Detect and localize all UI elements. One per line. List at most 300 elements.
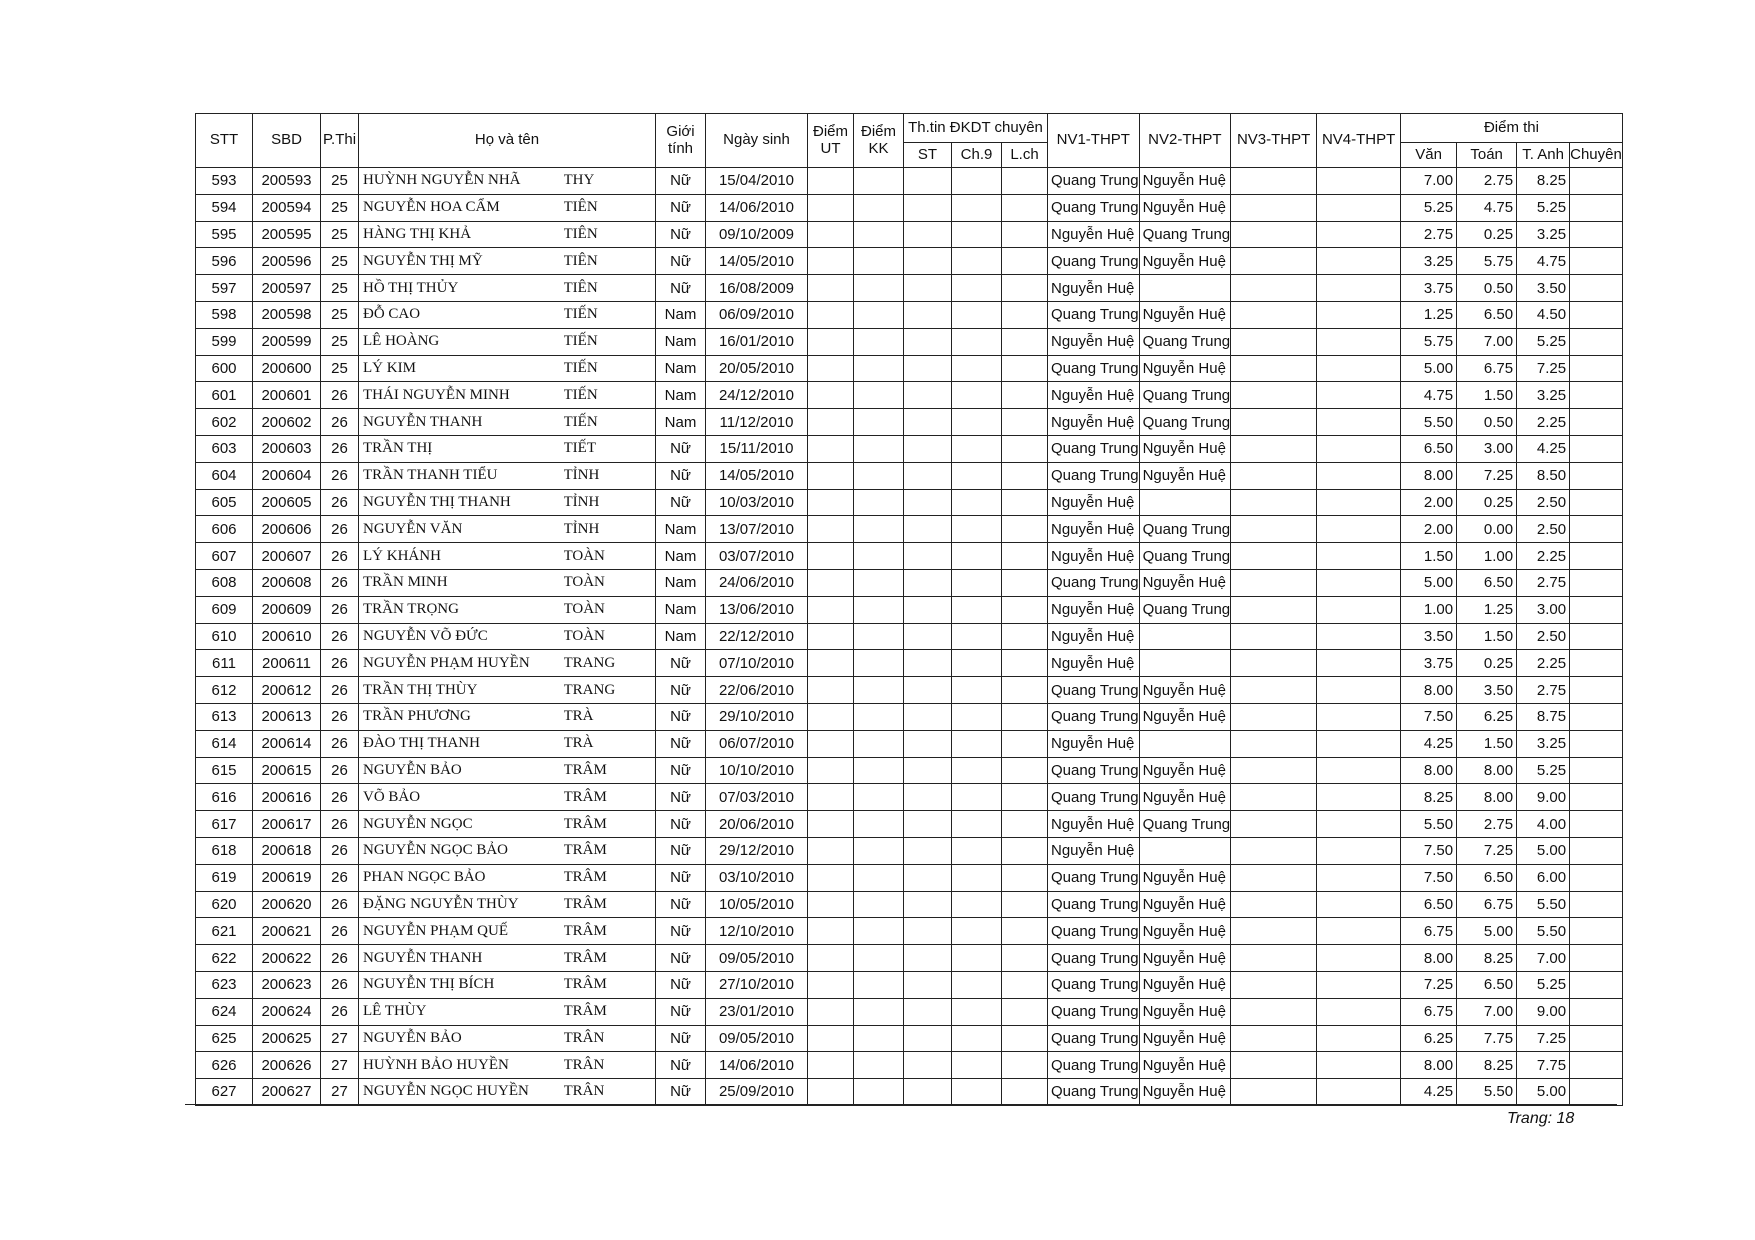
cell-lch (1002, 489, 1048, 516)
cell-chuyen (1570, 677, 1623, 704)
cell-gioitinh: Nữ (656, 435, 706, 462)
cell-lch (1002, 1025, 1048, 1052)
cell-ngaysinh: 29/12/2010 (706, 837, 808, 864)
cell-pthi: 26 (321, 569, 359, 596)
cell-ch9 (952, 382, 1002, 409)
cell-nv1: Nguyễn Huệ (1048, 730, 1140, 757)
cell-sbd: 200594 (253, 194, 321, 221)
cell-nv4 (1317, 730, 1401, 757)
cell-toan: 1.50 (1457, 623, 1517, 650)
cell-diem-ut (808, 382, 854, 409)
cell-sbd: 200608 (253, 569, 321, 596)
cell-ch9 (952, 221, 1002, 248)
cell-stt: 599 (196, 328, 253, 355)
cell-ten: TỈNH (564, 516, 656, 543)
cell-st (904, 837, 952, 864)
cell-nv1: Quang Trung (1048, 891, 1140, 918)
cell-gioitinh: Nam (656, 328, 706, 355)
cell-toan: 7.00 (1457, 998, 1517, 1025)
cell-ten: TRÂM (564, 811, 656, 838)
cell-ho: NGUYỄN THỊ THANH (359, 489, 564, 516)
cell-van: 6.75 (1401, 918, 1457, 945)
cell-chuyen (1570, 703, 1623, 730)
cell-ch9 (952, 837, 1002, 864)
cell-stt: 624 (196, 998, 253, 1025)
cell-ch9 (952, 918, 1002, 945)
cell-sbd: 200600 (253, 355, 321, 382)
cell-ch9 (952, 409, 1002, 436)
cell-chuyen (1570, 328, 1623, 355)
cell-nv3 (1231, 301, 1317, 328)
cell-nv3 (1231, 837, 1317, 864)
cell-diem-ut (808, 543, 854, 570)
cell-toan: 7.25 (1457, 837, 1517, 864)
cell-nv3 (1231, 569, 1317, 596)
cell-nv1: Nguyễn Huệ (1048, 596, 1140, 623)
cell-st (904, 623, 952, 650)
cell-sbd: 200614 (253, 730, 321, 757)
cell-lch (1002, 355, 1048, 382)
cell-lch (1002, 409, 1048, 436)
cell-nv1: Nguyễn Huệ (1048, 382, 1140, 409)
cell-sbd: 200616 (253, 784, 321, 811)
table-row (196, 945, 1623, 972)
cell-st (904, 409, 952, 436)
cell-stt: 603 (196, 435, 253, 462)
cell-ho: NGUYỄN PHẠM QUẾ (359, 918, 564, 945)
cell-tanh: 4.50 (1517, 301, 1570, 328)
cell-pthi: 26 (321, 435, 359, 462)
cell-ngaysinh: 06/09/2010 (706, 301, 808, 328)
cell-diem-kk (854, 1052, 904, 1079)
cell-ten: TIẾN (564, 409, 656, 436)
cell-ch9 (952, 677, 1002, 704)
cell-sbd: 200601 (253, 382, 321, 409)
cell-chuyen (1570, 784, 1623, 811)
cell-nv1: Quang Trung (1048, 569, 1140, 596)
cell-diem-ut (808, 918, 854, 945)
cell-lch (1002, 275, 1048, 302)
cell-lch (1002, 168, 1048, 195)
cell-tanh: 2.75 (1517, 569, 1570, 596)
cell-tanh: 8.75 (1517, 703, 1570, 730)
table-row (196, 301, 1623, 328)
cell-diem-kk (854, 811, 904, 838)
table-body (196, 168, 1623, 1106)
cell-toan: 8.25 (1457, 945, 1517, 972)
cell-pthi: 26 (321, 918, 359, 945)
table-row (196, 677, 1623, 704)
cell-nv2: Nguyễn Huệ (1139, 168, 1231, 195)
cell-nv1: Quang Trung (1048, 864, 1140, 891)
cell-lch (1002, 221, 1048, 248)
cell-ho: NGUYỄN VĂN (359, 516, 564, 543)
cell-stt: 608 (196, 569, 253, 596)
cell-ngaysinh: 27/10/2010 (706, 971, 808, 998)
cell-stt: 621 (196, 918, 253, 945)
cell-ch9 (952, 998, 1002, 1025)
cell-st (904, 328, 952, 355)
cell-diem-kk (854, 891, 904, 918)
cell-ho: ĐÀO THỊ THANH (359, 730, 564, 757)
cell-nv3 (1231, 945, 1317, 972)
cell-pthi: 26 (321, 864, 359, 891)
cell-tanh: 4.75 (1517, 248, 1570, 275)
cell-toan: 0.25 (1457, 650, 1517, 677)
table-row (196, 1052, 1623, 1079)
table-row (196, 355, 1623, 382)
cell-toan: 2.75 (1457, 811, 1517, 838)
cell-ten: TIÊN (564, 221, 656, 248)
cell-toan: 0.25 (1457, 221, 1517, 248)
cell-ch9 (952, 623, 1002, 650)
cell-tanh: 3.25 (1517, 221, 1570, 248)
cell-ngaysinh: 12/10/2010 (706, 918, 808, 945)
cell-nv3 (1231, 650, 1317, 677)
cell-ho: TRẦN THỊ THÙY (359, 677, 564, 704)
cell-diem-ut (808, 355, 854, 382)
cell-toan: 3.00 (1457, 435, 1517, 462)
cell-stt: 623 (196, 971, 253, 998)
cell-toan: 0.50 (1457, 275, 1517, 302)
cell-stt: 626 (196, 1052, 253, 1079)
cell-van: 8.00 (1401, 462, 1457, 489)
cell-ngaysinh: 09/10/2009 (706, 221, 808, 248)
cell-nv3 (1231, 409, 1317, 436)
cell-nv1: Quang Trung (1048, 677, 1140, 704)
cell-van: 3.75 (1401, 275, 1457, 302)
cell-ho: HÀNG THỊ KHẢ (359, 221, 564, 248)
cell-toan: 2.75 (1457, 168, 1517, 195)
cell-van: 6.75 (1401, 998, 1457, 1025)
cell-gioitinh: Nữ (656, 677, 706, 704)
cell-gioitinh: Nữ (656, 462, 706, 489)
cell-nv3 (1231, 1079, 1317, 1106)
cell-tanh: 7.00 (1517, 945, 1570, 972)
cell-chuyen (1570, 730, 1623, 757)
cell-nv2: Quang Trung (1139, 596, 1231, 623)
cell-diem-ut (808, 328, 854, 355)
bottom-rule (185, 1104, 1617, 1105)
header-diem-ut (808, 114, 854, 168)
cell-diem-ut (808, 837, 854, 864)
cell-toan: 1.50 (1457, 382, 1517, 409)
cell-nv3 (1231, 891, 1317, 918)
cell-chuyen (1570, 194, 1623, 221)
cell-diem-kk (854, 677, 904, 704)
cell-st (904, 248, 952, 275)
cell-ngaysinh: 24/12/2010 (706, 382, 808, 409)
cell-stt: 616 (196, 784, 253, 811)
cell-ho: NGUYỄN VÕ ĐỨC (359, 623, 564, 650)
cell-stt: 612 (196, 677, 253, 704)
cell-diem-ut (808, 971, 854, 998)
cell-chuyen (1570, 811, 1623, 838)
cell-chuyen (1570, 1079, 1623, 1106)
cell-chuyen (1570, 489, 1623, 516)
cell-gioitinh: Nam (656, 543, 706, 570)
cell-nv1: Nguyễn Huệ (1048, 275, 1140, 302)
cell-pthi: 26 (321, 971, 359, 998)
cell-lch (1002, 1052, 1048, 1079)
cell-tanh: 8.50 (1517, 462, 1570, 489)
page-number: Trang: 18 (1507, 1110, 1575, 1127)
cell-lch (1002, 569, 1048, 596)
header-van: Văn (1401, 143, 1457, 168)
cell-sbd: 200607 (253, 543, 321, 570)
table-row (196, 248, 1623, 275)
cell-nv2: Nguyễn Huệ (1139, 462, 1231, 489)
cell-gioitinh: Nữ (656, 891, 706, 918)
cell-sbd: 200613 (253, 703, 321, 730)
cell-diem-kk (854, 489, 904, 516)
cell-ch9 (952, 596, 1002, 623)
cell-van: 7.00 (1401, 168, 1457, 195)
header-pthi: P.Thi (321, 114, 359, 168)
cell-pthi: 26 (321, 703, 359, 730)
cell-nv1: Nguyễn Huệ (1048, 623, 1140, 650)
cell-nv2: Nguyễn Huệ (1139, 1079, 1231, 1106)
cell-nv4 (1317, 355, 1401, 382)
cell-nv2: Nguyễn Huệ (1139, 703, 1231, 730)
cell-nv3 (1231, 811, 1317, 838)
cell-diem-kk (854, 1079, 904, 1106)
cell-stt: 615 (196, 757, 253, 784)
cell-stt: 597 (196, 275, 253, 302)
table-row (196, 168, 1623, 195)
cell-gioitinh: Nam (656, 409, 706, 436)
cell-nv1: Quang Trung (1048, 1052, 1140, 1079)
cell-st (904, 650, 952, 677)
cell-tanh: 7.25 (1517, 355, 1570, 382)
cell-pthi: 26 (321, 945, 359, 972)
table-row (196, 382, 1623, 409)
cell-diem-ut (808, 891, 854, 918)
cell-diem-ut (808, 168, 854, 195)
cell-ten: TỈNH (564, 462, 656, 489)
cell-tanh: 4.00 (1517, 811, 1570, 838)
cell-ho: NGUYỄN THANH (359, 409, 564, 436)
cell-diem-kk (854, 757, 904, 784)
cell-ho: VÕ BẢO (359, 784, 564, 811)
cell-nv4 (1317, 945, 1401, 972)
cell-nv2: Quang Trung (1139, 543, 1231, 570)
cell-ngaysinh: 03/07/2010 (706, 543, 808, 570)
cell-van: 5.50 (1401, 811, 1457, 838)
cell-nv4 (1317, 489, 1401, 516)
cell-nv4 (1317, 650, 1401, 677)
cell-sbd: 200619 (253, 864, 321, 891)
cell-ten: TRÂM (564, 971, 656, 998)
cell-gioitinh: Nam (656, 596, 706, 623)
cell-sbd: 200621 (253, 918, 321, 945)
cell-nv1: Nguyễn Huệ (1048, 650, 1140, 677)
table-row (196, 1025, 1623, 1052)
cell-ngaysinh: 10/05/2010 (706, 891, 808, 918)
cell-lch (1002, 757, 1048, 784)
cell-nv4 (1317, 891, 1401, 918)
cell-pthi: 26 (321, 811, 359, 838)
cell-nv2: Nguyễn Huệ (1139, 864, 1231, 891)
cell-lch (1002, 784, 1048, 811)
cell-chuyen (1570, 168, 1623, 195)
cell-nv4 (1317, 864, 1401, 891)
header-stt: STT (196, 114, 253, 168)
cell-ho: ĐẶNG NGUYỄN THÙY (359, 891, 564, 918)
cell-diem-ut (808, 998, 854, 1025)
cell-van: 3.50 (1401, 623, 1457, 650)
cell-nv3 (1231, 435, 1317, 462)
table-row (196, 328, 1623, 355)
cell-nv1: Nguyễn Huệ (1048, 328, 1140, 355)
cell-gioitinh: Nữ (656, 998, 706, 1025)
cell-sbd: 200622 (253, 945, 321, 972)
cell-nv4 (1317, 275, 1401, 302)
cell-chuyen (1570, 757, 1623, 784)
header-nv1: NV1-THPT (1048, 114, 1140, 168)
cell-chuyen (1570, 945, 1623, 972)
cell-ch9 (952, 811, 1002, 838)
cell-ngaysinh: 23/01/2010 (706, 998, 808, 1025)
cell-pthi: 26 (321, 623, 359, 650)
cell-ch9 (952, 543, 1002, 570)
cell-toan: 1.00 (1457, 543, 1517, 570)
cell-chuyen (1570, 998, 1623, 1025)
cell-pthi: 27 (321, 1052, 359, 1079)
cell-st (904, 703, 952, 730)
cell-ch9 (952, 891, 1002, 918)
cell-nv3 (1231, 971, 1317, 998)
cell-nv2: Nguyễn Huệ (1139, 301, 1231, 328)
cell-gioitinh: Nữ (656, 864, 706, 891)
cell-lch (1002, 301, 1048, 328)
cell-van: 2.00 (1401, 489, 1457, 516)
cell-stt: 617 (196, 811, 253, 838)
cell-gioitinh: Nữ (656, 784, 706, 811)
cell-ngaysinh: 25/09/2010 (706, 1079, 808, 1106)
cell-diem-kk (854, 462, 904, 489)
cell-tanh: 3.25 (1517, 382, 1570, 409)
cell-chuyen (1570, 971, 1623, 998)
cell-nv1: Nguyễn Huệ (1048, 489, 1140, 516)
cell-pthi: 25 (321, 275, 359, 302)
results-table (195, 113, 1623, 1106)
cell-pthi: 25 (321, 248, 359, 275)
table-header (196, 114, 1623, 168)
cell-pthi: 26 (321, 891, 359, 918)
cell-ten: TOÀN (564, 569, 656, 596)
cell-ten: TỈNH (564, 489, 656, 516)
cell-st (904, 1025, 952, 1052)
cell-nv1: Nguyễn Huệ (1048, 409, 1140, 436)
cell-diem-kk (854, 516, 904, 543)
cell-sbd: 200603 (253, 435, 321, 462)
table-row (196, 784, 1623, 811)
cell-nv1: Nguyễn Huệ (1048, 516, 1140, 543)
cell-ho: TRẦN THANH TIỂU (359, 462, 564, 489)
header-chuyen: Chuyên (1570, 143, 1623, 168)
cell-ho: LÝ KHÁNH (359, 543, 564, 570)
cell-van: 6.50 (1401, 435, 1457, 462)
cell-nv4 (1317, 194, 1401, 221)
header-gioitinh (656, 114, 706, 168)
cell-sbd: 200627 (253, 1079, 321, 1106)
cell-ch9 (952, 355, 1002, 382)
cell-diem-kk (854, 409, 904, 436)
header-ch9: Ch.9 (952, 143, 1002, 168)
cell-st (904, 891, 952, 918)
cell-diem-ut (808, 221, 854, 248)
cell-nv3 (1231, 489, 1317, 516)
cell-sbd: 200618 (253, 837, 321, 864)
cell-lch (1002, 918, 1048, 945)
cell-ch9 (952, 864, 1002, 891)
cell-nv4 (1317, 409, 1401, 436)
cell-nv4 (1317, 837, 1401, 864)
cell-gioitinh: Nữ (656, 1079, 706, 1106)
cell-tanh: 2.50 (1517, 489, 1570, 516)
cell-sbd: 200593 (253, 168, 321, 195)
cell-toan: 1.25 (1457, 596, 1517, 623)
header-diemthi: Điểm thi (1401, 114, 1623, 143)
cell-st (904, 945, 952, 972)
cell-diem-kk (854, 864, 904, 891)
cell-ten: TRÂM (564, 864, 656, 891)
cell-gioitinh: Nữ (656, 757, 706, 784)
cell-st (904, 596, 952, 623)
cell-ho: NGUYỄN PHẠM HUYỀN (359, 650, 564, 677)
cell-st (904, 784, 952, 811)
cell-nv4 (1317, 301, 1401, 328)
cell-tanh: 7.25 (1517, 1025, 1570, 1052)
cell-ch9 (952, 301, 1002, 328)
cell-tanh: 3.50 (1517, 275, 1570, 302)
cell-ho: NGUYỄN BẢO (359, 757, 564, 784)
cell-toan: 6.25 (1457, 703, 1517, 730)
cell-ngaysinh: 10/10/2010 (706, 757, 808, 784)
cell-lch (1002, 998, 1048, 1025)
cell-diem-ut (808, 194, 854, 221)
cell-stt: 596 (196, 248, 253, 275)
cell-toan: 0.50 (1457, 409, 1517, 436)
cell-st (904, 355, 952, 382)
cell-toan: 6.75 (1457, 891, 1517, 918)
cell-pthi: 27 (321, 1025, 359, 1052)
cell-nv1: Quang Trung (1048, 168, 1140, 195)
cell-ngaysinh: 13/06/2010 (706, 596, 808, 623)
cell-sbd: 200620 (253, 891, 321, 918)
cell-ho: HUỲNH NGUYỄN NHÃ (359, 168, 564, 195)
cell-tanh: 2.75 (1517, 677, 1570, 704)
cell-toan: 6.75 (1457, 355, 1517, 382)
cell-nv3 (1231, 462, 1317, 489)
table-row (196, 837, 1623, 864)
table-row (196, 596, 1623, 623)
cell-nv2: Nguyễn Huệ (1139, 971, 1231, 998)
header-tanh: T. Anh (1517, 143, 1570, 168)
cell-nv2: Quang Trung (1139, 516, 1231, 543)
cell-nv4 (1317, 918, 1401, 945)
cell-van: 7.50 (1401, 837, 1457, 864)
cell-ch9 (952, 703, 1002, 730)
cell-nv2: Nguyễn Huệ (1139, 194, 1231, 221)
cell-toan: 1.50 (1457, 730, 1517, 757)
cell-gioitinh: Nữ (656, 703, 706, 730)
cell-diem-kk (854, 435, 904, 462)
cell-stt: 622 (196, 945, 253, 972)
cell-ngaysinh: 22/12/2010 (706, 623, 808, 650)
cell-nv4 (1317, 516, 1401, 543)
